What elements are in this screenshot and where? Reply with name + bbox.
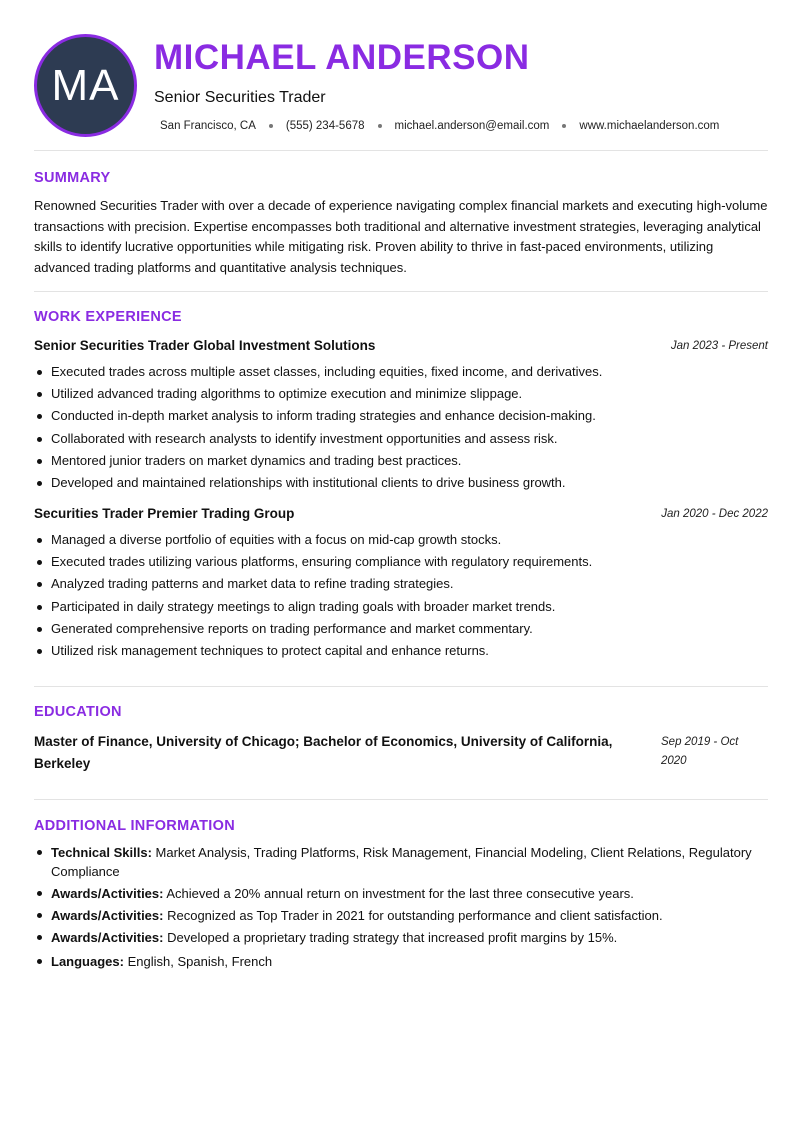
- list-item: Utilized risk management techniques to protect capital and enhance returns.: [34, 640, 768, 662]
- item-text: Developed a proprietary trading strategy that increased profit margins by 15%.: [167, 930, 618, 945]
- job-dates: Jan 2023 - Present: [670, 340, 768, 352]
- list-item: Analyzed trading patterns and market data to refine trading strategies.: [34, 573, 768, 595]
- job-header: [34, 338, 768, 358]
- candidate-title: Senior Securities Trader: [154, 89, 326, 106]
- summary-text: Renowned Securities Trader with over a decade of experience navigating complex financial markets and executing high-volume transactions with precision. Expertise encompasses both traditional and alternative investment strategies, leveraging analytical skills to identify lucrative opportunities while mitigating risk. Proven ability to thrive in fast-paced environments, utilizing advanced trading platforms and quantitative analysis techniques.: [34, 198, 768, 275]
- list-item: Generated comprehensive reports on trading performance and market commentary.: [34, 618, 768, 640]
- list-item: [34, 843, 768, 881]
- education-dates: Sep 2019 - Oct 2020: [661, 736, 739, 767]
- list-item: Participated in daily strategy meetings to align trading goals with broader market trends.: [34, 596, 768, 618]
- separator-dot: [562, 124, 566, 128]
- list-item: Managed a diverse portfolio of equities with a focus on mid-cap growth stocks.: [34, 529, 768, 551]
- job-role: Securities Trader Premier Trading Group: [34, 506, 295, 521]
- job-bullets: [34, 529, 768, 662]
- list-item: [34, 906, 768, 925]
- item-text: Market Analysis, Trading Platforms, Risk Management, Financial Modeling, Client Relations, Regulatory Compliance: [51, 845, 752, 879]
- item-label: Awards/Activities:: [51, 908, 164, 923]
- section-divider: [34, 291, 768, 292]
- additional-list: [34, 843, 768, 974]
- avatar-initials: MA: [51, 60, 120, 110]
- list-item: Executed trades utilizing various platforms, ensuring compliance with regulatory requirements.: [34, 551, 768, 573]
- contact-website[interactable]: www.michaelanderson.com: [579, 120, 720, 132]
- separator-dot: [269, 124, 273, 128]
- contact-bar: [160, 120, 719, 132]
- item-label: Technical Skills:: [51, 845, 152, 860]
- contact-email[interactable]: michael.anderson@email.com: [394, 120, 550, 132]
- experience-heading: WORK EXPERIENCE: [34, 309, 182, 325]
- education-heading: EDUCATION: [34, 704, 122, 720]
- item-label: Awards/Activities:: [51, 930, 164, 945]
- job-header: [34, 506, 768, 526]
- section-divider: [34, 799, 768, 800]
- list-item: Mentored junior traders on market dynamics and trading best practices.: [34, 450, 768, 472]
- item-text: English, Spanish, French: [127, 954, 273, 969]
- list-item: [34, 884, 768, 903]
- section-divider: [34, 150, 768, 151]
- item-text: Recognized as Top Trader in 2021 for outstanding performance and client satisfaction.: [167, 908, 663, 923]
- job-dates: Jan 2020 - Dec 2022: [661, 508, 768, 520]
- education-entry: [34, 731, 768, 775]
- contact-phone: (555) 234-5678: [285, 120, 365, 132]
- list-item: Developed and maintained relationships with institutional clients to drive business growth.: [34, 472, 768, 494]
- list-item: Utilized advanced trading algorithms to optimize execution and minimize slippage.: [34, 383, 768, 405]
- list-item: Conducted in-depth market analysis to inform trading strategies and enhance decision-making.: [34, 405, 768, 427]
- separator-dot: [378, 124, 382, 128]
- item-label: Languages:: [51, 954, 124, 969]
- avatar: [34, 34, 137, 137]
- resume-header: [34, 34, 768, 138]
- list-item: [34, 928, 768, 947]
- list-item: Collaborated with research analysts to identify investment opportunities and assess risk.: [34, 428, 768, 450]
- contact-location: San Francisco, CA: [160, 120, 256, 132]
- list-item: Executed trades across multiple asset classes, including equities, fixed income, and derivatives.: [34, 361, 768, 383]
- item-text: Achieved a 20% annual return on investment for the last three consecutive years.: [166, 886, 634, 901]
- summary-heading: SUMMARY: [34, 170, 111, 186]
- education-degree: Master of Finance, University of Chicago; Bachelor of Economics, University of California, Berkeley: [34, 734, 613, 771]
- candidate-name: MICHAEL ANDERSON: [154, 38, 530, 77]
- list-item: [34, 952, 768, 971]
- job-role: Senior Securities Trader Global Investment Solutions: [34, 338, 376, 353]
- section-divider: [34, 686, 768, 687]
- additional-heading: ADDITIONAL INFORMATION: [34, 818, 235, 834]
- job-bullets: [34, 361, 768, 494]
- item-label: Awards/Activities:: [51, 886, 164, 901]
